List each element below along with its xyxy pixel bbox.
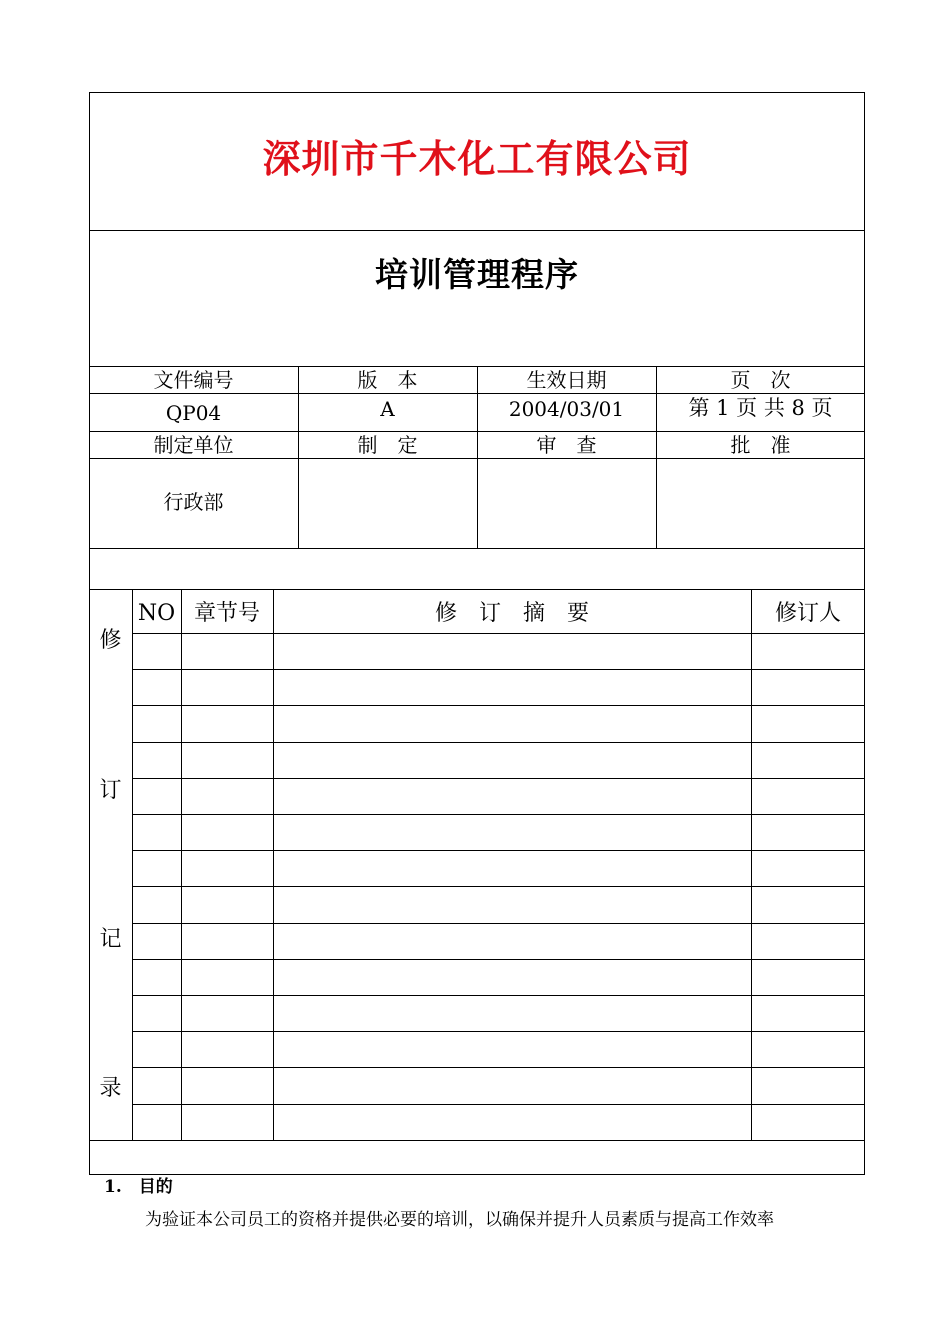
info-divider-3 — [656, 366, 657, 548]
label-issuing-unit: 制定单位 — [153, 433, 234, 457]
info-divider-2 — [477, 366, 478, 548]
label-version: 版 本 — [357, 368, 418, 392]
value-effective-date: 2004/03/01 — [508, 397, 625, 421]
label-prepared-by: 制 定 — [357, 433, 418, 457]
revision-divider-summary — [751, 589, 752, 1140]
revision-header-reviser: 修订人 — [774, 601, 841, 626]
revision-divider-section — [273, 589, 274, 1140]
revision-row-line — [132, 995, 865, 996]
info-divider-1 — [298, 366, 299, 548]
revision-row-line — [132, 850, 865, 851]
rule-revision-end — [89, 1140, 865, 1141]
label-reviewed-by: 审 查 — [536, 433, 597, 457]
revision-header-section: 章节号 — [193, 601, 260, 626]
revision-row-line — [132, 1031, 865, 1032]
revision-header-no: NO — [137, 601, 176, 626]
revision-header-summary: 修 订 摘 要 — [434, 601, 589, 626]
revision-row-line — [132, 705, 865, 706]
revision-side-label-1: 修 — [99, 628, 122, 653]
revision-row-line — [132, 1104, 865, 1105]
label-doc-number: 文件编号 — [153, 368, 234, 392]
value-version: A — [380, 397, 395, 421]
label-effective-date: 生效日期 — [526, 368, 607, 392]
revision-side-label-4: 录 — [99, 1076, 122, 1101]
value-page: 第 1 页 共 8 页 — [688, 396, 833, 420]
revision-row-line — [132, 633, 865, 634]
revision-row-line — [132, 886, 865, 887]
rule-approval-values — [89, 548, 865, 549]
revision-side-label-3: 记 — [99, 927, 122, 952]
company-name: 深圳市千木化工有限公司 — [262, 136, 692, 181]
revision-row-line — [132, 814, 865, 815]
revision-side-label-2: 订 — [99, 778, 122, 803]
value-issuing-unit: 行政部 — [163, 490, 224, 514]
section-1-text: 为验证本公司员工的资格并提供必要的培训，以确保并提升人员素质与提高工作效率 — [145, 1210, 774, 1230]
document-title: 培训管理程序 — [375, 255, 579, 294]
revision-divider-side — [132, 589, 133, 1140]
revision-divider-no — [181, 589, 182, 1140]
value-doc-number: QP04 — [165, 401, 222, 425]
revision-row-line — [132, 669, 865, 670]
label-page: 页 次 — [730, 368, 791, 392]
revision-row-line — [132, 778, 865, 779]
revision-row-line — [132, 959, 865, 960]
revision-row-line — [132, 923, 865, 924]
section-1-heading: 1. 目的 — [104, 1177, 173, 1197]
revision-row-line — [132, 1067, 865, 1068]
revision-row-line — [132, 742, 865, 743]
rule-spacer — [89, 589, 865, 590]
rule-after-company — [89, 230, 865, 231]
label-approved-by: 批 准 — [730, 433, 791, 457]
